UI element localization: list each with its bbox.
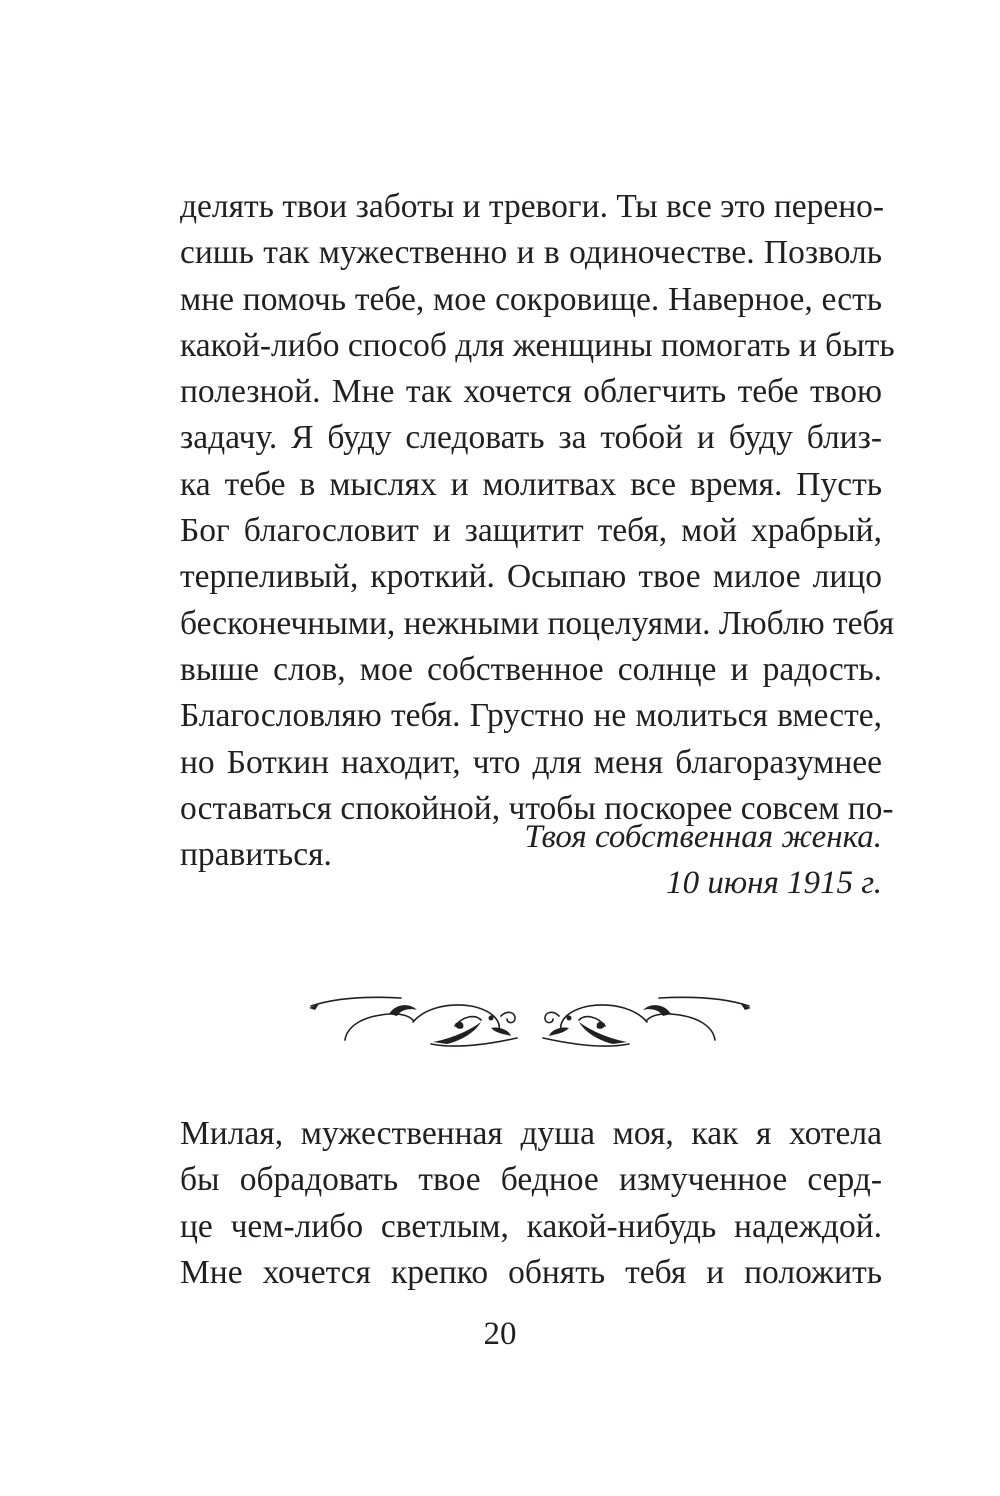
- text-line: терпеливый, кроткий. Осыпаю твое милое лицо: [180, 558, 882, 596]
- signature: Твоя собственная женка.: [524, 819, 882, 855]
- text-line: делять твои заботы и тревоги. Ты все это перено-: [180, 188, 885, 225]
- letter-body-1: [180, 184, 895, 878]
- text-line: бесконечными, нежными поцелуями. Люблю тебя: [180, 604, 895, 642]
- text-line: Благословляю тебя. Грустно не молиться вместе,: [180, 697, 882, 735]
- text-line: Милая, мужественная душа моя, как я хотела: [180, 1115, 882, 1152]
- text-line: оставаться спокойной, чтобы поскорее совсем по-: [180, 789, 894, 827]
- text-line: но Боткин находит, что для меня благоразумнее: [180, 743, 882, 781]
- text-line: бы обрадовать твое бедное измученное серд-: [180, 1161, 882, 1199]
- ornament-half-right: [543, 997, 751, 1046]
- letter-body-2: [180, 1111, 882, 1296]
- text-line: выше слов, мое собственное солнце и радость.: [180, 650, 882, 688]
- ornament-divider-icon: [305, 988, 755, 1052]
- text-line: полезной. Мне так хочется облегчить тебе твою: [180, 373, 882, 411]
- text-line: какой-либо способ для женщины помогать и быть: [180, 326, 895, 364]
- text-line: задачу. Я буду следовать за тобой и буду близ-: [180, 419, 882, 457]
- text-line: Бог благословит и защитит тебя, мой храбрый,: [180, 512, 882, 550]
- text-line: правиться.: [180, 836, 332, 874]
- text-line: мне помочь тебе, мое сокровище. Наверное, есть: [180, 280, 882, 318]
- text-line: ка тебе в мыслях и молитвах все время. Пусть: [180, 465, 882, 503]
- text-line: це чем-либо светлым, какой-нибудь надеждой.: [180, 1207, 882, 1245]
- text-line: Мне хочется крепко обнять тебя и положить: [180, 1253, 882, 1291]
- page-number: 20: [483, 1316, 517, 1352]
- text-line: сишь так мужественно и в одиночестве. Позволь: [180, 234, 882, 272]
- ornament-half-left: [309, 997, 517, 1046]
- letter-date: 10 июня 1915 г.: [666, 865, 882, 901]
